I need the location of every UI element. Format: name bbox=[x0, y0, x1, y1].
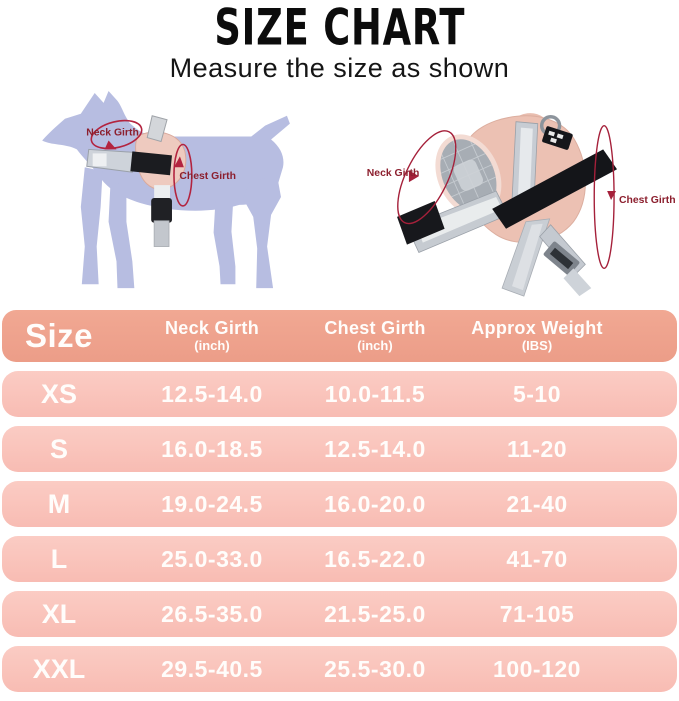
cell-weight: 5-10 bbox=[512, 380, 562, 407]
cell-size: S bbox=[49, 433, 68, 464]
harness-chest-girth-label: Chest Girth bbox=[619, 194, 676, 206]
measurement-figures bbox=[0, 88, 679, 306]
page-title: SIZE CHART bbox=[214, 0, 465, 57]
cell-chest-girth: 21.5-25.0 bbox=[324, 600, 426, 627]
cell-size: L bbox=[50, 543, 68, 574]
header-cell-approx-weight: Approx Weight (IBS) bbox=[471, 318, 603, 353]
harness-product-photo bbox=[346, 88, 676, 306]
cell-neck-girth: 12.5-14.0 bbox=[161, 380, 263, 407]
cell-chest-girth: 25.5-30.0 bbox=[324, 655, 426, 682]
cell-size: XS bbox=[40, 378, 78, 409]
harness-body-icon bbox=[397, 116, 617, 296]
cell-weight: 41-70 bbox=[506, 545, 568, 572]
cell-chest-girth: 16.5-22.0 bbox=[324, 545, 426, 572]
table-row-m bbox=[2, 481, 677, 527]
cell-size: XXL bbox=[32, 653, 86, 684]
cell-weight: 71-105 bbox=[499, 600, 575, 627]
table-header bbox=[2, 310, 677, 362]
header-cell-size: Size bbox=[24, 317, 94, 354]
cell-weight: 11-20 bbox=[506, 435, 568, 462]
header-cell-chest-girth: Chest Girth (inch) bbox=[324, 318, 426, 353]
cell-size: XL bbox=[41, 598, 77, 629]
cell-chest-girth: 10.0-11.5 bbox=[324, 380, 426, 407]
dog-neck-girth-label: Neck Girth bbox=[86, 127, 139, 139]
table-row-s bbox=[2, 426, 677, 472]
cell-chest-girth: 12.5-14.0 bbox=[324, 435, 426, 462]
table-row-xl bbox=[2, 591, 677, 637]
cell-neck-girth: 19.0-24.5 bbox=[161, 490, 263, 517]
size-table bbox=[2, 310, 677, 692]
dog-chest-girth-label: Chest Girth bbox=[179, 171, 236, 183]
table-row-xs bbox=[2, 371, 677, 417]
table-row-l bbox=[2, 536, 677, 582]
page-subtitle: Measure the size as shown bbox=[169, 53, 510, 83]
harness-neck-girth-label: Neck Girth bbox=[366, 168, 420, 180]
table-row-xxl bbox=[2, 646, 677, 692]
cell-neck-girth: 26.5-35.0 bbox=[161, 600, 263, 627]
cell-weight: 100-120 bbox=[493, 655, 581, 682]
cell-neck-girth: 16.0-18.5 bbox=[161, 435, 263, 462]
cell-neck-girth: 29.5-40.5 bbox=[161, 655, 263, 682]
cell-weight: 21-40 bbox=[506, 490, 568, 517]
header-cell-neck-girth: Neck Girth (inch) bbox=[164, 318, 260, 353]
cell-size: M bbox=[47, 488, 71, 519]
cell-chest-girth: 16.0-20.0 bbox=[324, 490, 426, 517]
cell-neck-girth: 25.0-33.0 bbox=[161, 545, 263, 572]
dog-measurement-diagram bbox=[20, 88, 320, 306]
